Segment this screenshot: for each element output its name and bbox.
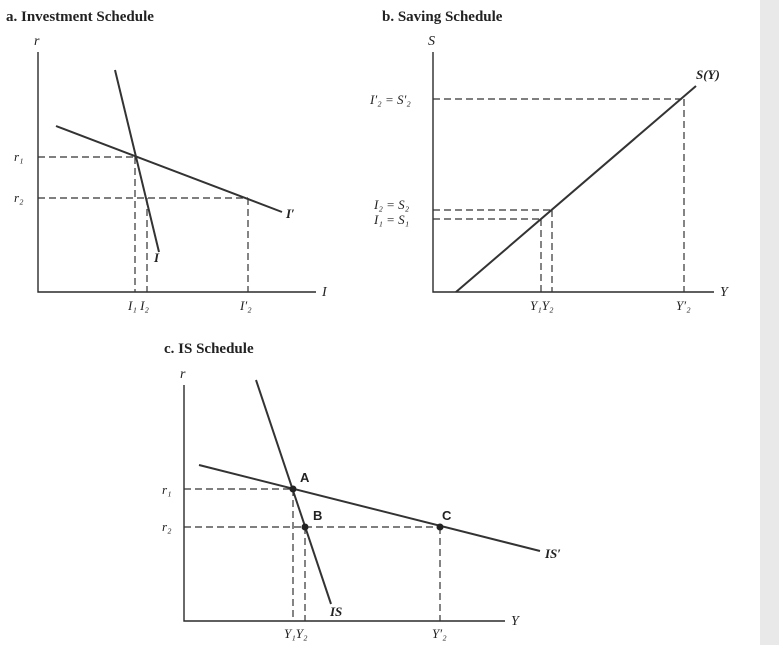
- is-axes: [184, 385, 505, 621]
- investment-curve-I: [115, 70, 159, 252]
- saving-curve-SY: [456, 86, 696, 292]
- panel-saving: [369, 9, 730, 313]
- curve-IS-label: IS: [330, 604, 343, 619]
- is-Y2-prime-tick-label: Y′₂: [432, 626, 447, 641]
- panel-is-title: c. IS Schedule: [164, 341, 254, 357]
- saving-Y2-prime-tick-label: Y′₂: [676, 298, 691, 313]
- panel-saving-title: b. Saving Schedule: [382, 9, 503, 25]
- label-I1-S1: I₁ = S₁: [374, 212, 410, 227]
- point-A-label: A: [300, 470, 310, 485]
- investment-r2-label: r₂: [14, 190, 24, 205]
- is-y-axis-label: r: [180, 367, 186, 382]
- investment-I1-I2-tick-label: I₁ I₂: [128, 298, 149, 313]
- panel-investment: [6, 9, 328, 313]
- investment-x-axis-label: I: [322, 285, 327, 300]
- point-B-marker: [302, 524, 309, 531]
- investment-r1-label: r₁: [14, 149, 24, 164]
- curve-IS-prime-label: IS′: [545, 546, 561, 561]
- investment-y-axis-label: r: [34, 34, 40, 49]
- investment-I2-prime-tick-label: I′₂: [240, 298, 252, 313]
- curve-I-prime-label: I′: [286, 206, 295, 221]
- curve-I-label: I: [154, 250, 160, 265]
- label-I2-S2: I₂ = S₂: [374, 197, 410, 212]
- is-r2-label: r₂: [162, 519, 172, 534]
- label-I2p-S2p: I′₂ = S′₂: [370, 92, 411, 107]
- investment-curve-I-prime: [56, 126, 282, 212]
- is-x-axis-label: Y: [511, 614, 519, 629]
- panel-is: [162, 341, 561, 641]
- saving-x-axis-label: Y: [720, 285, 728, 300]
- saving-axes: [433, 52, 714, 292]
- is-r1-label: r₁: [162, 482, 172, 497]
- saving-y-axis-label: S: [428, 34, 435, 49]
- curve-SY-label: S(Y): [696, 67, 720, 82]
- point-C-label: C: [442, 508, 452, 523]
- is-curve-IS-prime: [199, 465, 540, 551]
- point-C-marker: [437, 524, 444, 531]
- saving-Y1Y2-tick-label: Y₁Y₂: [530, 298, 554, 313]
- point-A-marker: [290, 486, 297, 493]
- panel-investment-title: a. Investment Schedule: [6, 9, 154, 25]
- point-B-label: B: [313, 508, 323, 523]
- is-Y1Y2-tick-label: Y₁Y₂: [284, 626, 308, 641]
